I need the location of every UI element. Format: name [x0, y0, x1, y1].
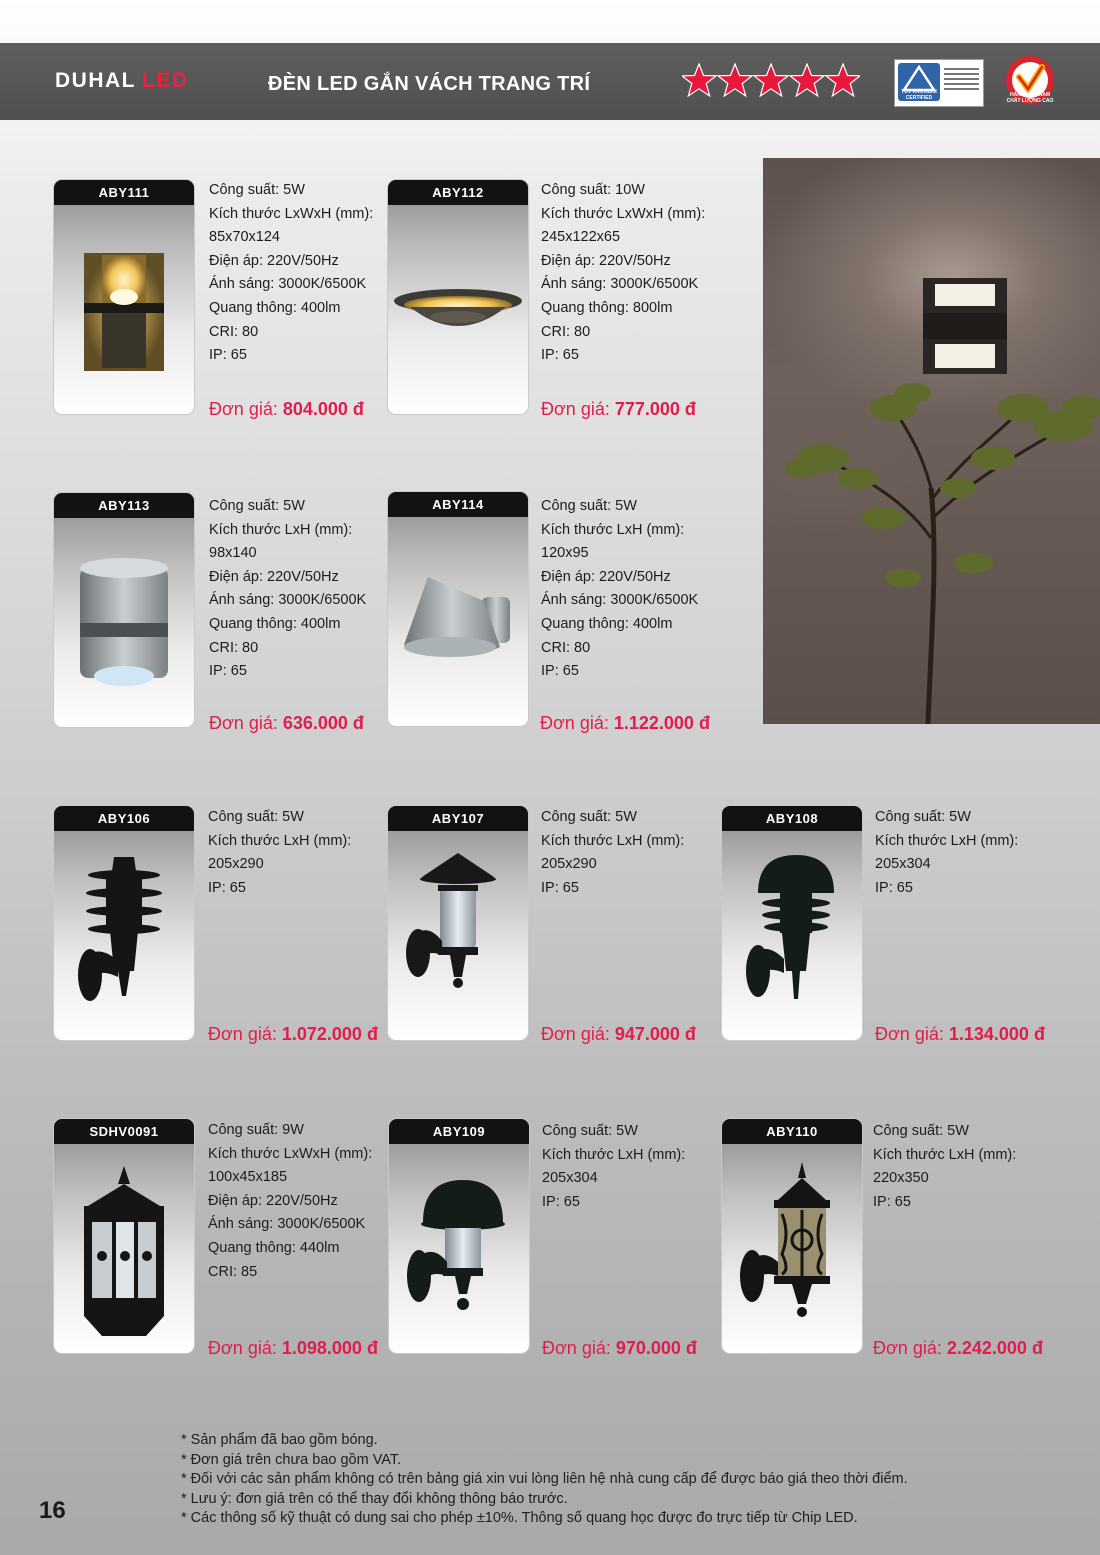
spec-line: IP: 65: [209, 663, 247, 680]
product-specs: [208, 1119, 398, 1284]
lamp-aby106-image: [54, 831, 194, 1040]
price-value: 1.098.000 đ: [281, 1338, 378, 1358]
product-specs: [542, 1120, 732, 1214]
spec-line: Công suất: 5W: [873, 1123, 969, 1139]
spec-line: Quang thông: 440lm: [208, 1239, 340, 1256]
price-label: Đơn giá:: [542, 1338, 611, 1358]
price-label: Đơn giá:: [541, 399, 610, 419]
spec-line: Kích thước LxH (mm):: [873, 1146, 1017, 1163]
spec-line: Điện áp: 220V/50Hz: [541, 568, 671, 585]
product-specs: [208, 806, 398, 900]
tuv-certified-badge: [894, 59, 984, 107]
spec-line: 100x45x185: [208, 1169, 288, 1186]
product-card: [54, 180, 194, 414]
spec-line: Kích thước LxH (mm):: [208, 832, 352, 849]
product-code: ABY113: [54, 493, 194, 518]
brand-logo: [55, 69, 189, 93]
star-icon: [682, 64, 716, 96]
product-specs: [541, 806, 731, 900]
lamp-sdhv0091-image: [54, 1144, 194, 1353]
spec-line: 220x350: [873, 1170, 929, 1187]
price-label: Đơn giá:: [209, 713, 278, 733]
price-label: Đơn giá:: [540, 713, 609, 733]
spec-line: Kích thước LxWxH (mm):: [208, 1145, 373, 1162]
price-value: 2.242.000 đ: [946, 1338, 1043, 1358]
wall-lamp-photo: [763, 158, 1100, 724]
product-code: SDHV0091: [54, 1119, 194, 1144]
spec-line: Điện áp: 220V/50Hz: [541, 252, 671, 269]
product-price: [540, 713, 710, 734]
price-label: Đơn giá:: [209, 399, 278, 419]
footnotes: [181, 1431, 908, 1529]
product-specs: [541, 179, 731, 368]
product-code: ABY110: [722, 1119, 862, 1144]
price-label: Đơn giá:: [208, 1024, 277, 1044]
brand-name: DUHAL: [55, 69, 136, 92]
product-price: [875, 1024, 1045, 1045]
spec-line: Điện áp: 220V/50Hz: [208, 1192, 338, 1209]
spec-line: Công suất: 9W: [208, 1122, 304, 1138]
spec-line: Quang thông: 800lm: [541, 299, 673, 316]
product-specs: [873, 1120, 1063, 1214]
product-price: [209, 399, 364, 420]
product-price: [208, 1024, 378, 1045]
header-bar: [0, 43, 1100, 120]
spec-line: Công suất: 5W: [541, 809, 637, 825]
product-card: [389, 1119, 529, 1353]
product-price: [541, 399, 696, 420]
quality-seal-icon: [1004, 53, 1056, 113]
product-specs: [209, 495, 399, 684]
footnote-line: * Các thông số kỹ thuật có dung sai cho phép ±10%. Thông số quang học được đo trực tiếp từ Chip LED.: [181, 1510, 858, 1527]
spec-line: IP: 65: [541, 879, 579, 896]
page-title: ĐÈN LED GẮN VÁCH TRANG TRÍ: [268, 73, 591, 95]
spec-line: 205x290: [541, 856, 597, 873]
spec-line: Công suất: 5W: [208, 809, 304, 825]
product-card: [388, 806, 528, 1040]
product-code: ABY112: [388, 180, 528, 205]
spec-line: Ánh sáng: 3000K/6500K: [209, 592, 367, 609]
product-card: [54, 806, 194, 1040]
product-price: [209, 713, 364, 734]
spec-line: 120x95: [541, 545, 589, 562]
product-card: [54, 1119, 194, 1353]
price-value: 1.134.000 đ: [948, 1024, 1045, 1044]
lamp-aby108-image: [722, 831, 862, 1040]
spec-line: Kích thước LxWxH (mm):: [209, 205, 374, 222]
product-card: [722, 1119, 862, 1353]
spec-line: IP: 65: [541, 347, 579, 364]
footnote-line: * Sản phẩm đã bao gồm bóng.: [181, 1432, 378, 1448]
page-number: 16: [39, 1497, 66, 1524]
spec-line: Công suất: 10W: [541, 182, 645, 198]
product-card: [54, 493, 194, 727]
spec-line: 205x304: [875, 856, 931, 873]
spec-line: Điện áp: 220V/50Hz: [209, 568, 339, 585]
spec-line: 245x122x65: [541, 229, 621, 246]
price-value: 777.000 đ: [614, 399, 696, 419]
quality-seal-label: HÀNG VIỆT NAM CHẤT LƯỢNG CAO: [1006, 92, 1054, 104]
lamp-aby114-image: [388, 517, 528, 726]
spec-line: Kích thước LxH (mm):: [875, 832, 1019, 849]
product-card: [388, 180, 528, 414]
product-specs: [541, 495, 731, 684]
spec-line: Công suất: 5W: [541, 498, 637, 514]
star-icon: [718, 64, 752, 96]
spec-line: Kích thước LxWxH (mm):: [541, 205, 706, 222]
product-price: [541, 1024, 696, 1045]
wall-scene-illustration: [763, 158, 1100, 724]
product-price: [208, 1338, 378, 1359]
lamp-aby110-image: [722, 1144, 862, 1353]
product-code: ABY111: [54, 180, 194, 205]
product-code: ABY114: [388, 492, 528, 517]
spec-line: Điện áp: 220V/50Hz: [209, 252, 339, 269]
footnote-line: * Đơn giá trên chưa bao gồm VAT.: [181, 1451, 402, 1468]
price-value: 636.000 đ: [282, 713, 364, 733]
spec-line: Ánh sáng: 3000K/6500K: [209, 276, 367, 293]
lamp-aby107-image: [388, 831, 528, 1040]
spec-line: Kích thước LxH (mm):: [542, 1146, 686, 1163]
product-price: [542, 1338, 697, 1359]
lamp-aby113-image: [54, 518, 194, 727]
spec-line: 205x304: [542, 1170, 598, 1187]
lamp-aby112-image: [388, 205, 528, 414]
tuv-label: TÜV Rheinland CERTIFIED: [901, 89, 937, 101]
rating-stars: [682, 63, 860, 99]
spec-line: Công suất: 5W: [209, 498, 305, 514]
spec-line: CRI: 80: [209, 323, 259, 340]
product-code: ABY109: [389, 1119, 529, 1144]
footnote-line: * Đối với các sản phẩm không có trên bảng giá xin vui lòng liên hệ nhà cung cấp để được báo giá theo thời điểm.: [181, 1471, 908, 1488]
spec-line: IP: 65: [208, 879, 246, 896]
product-specs: [209, 179, 399, 368]
spec-line: Kích thước LxH (mm):: [541, 521, 685, 538]
spec-line: Kích thước LxH (mm):: [209, 521, 353, 538]
brand-accent: LED: [142, 69, 189, 92]
lamp-aby109-image: [389, 1144, 529, 1353]
price-value: 804.000 đ: [282, 399, 364, 419]
product-card: [722, 806, 862, 1040]
product-code: ABY106: [54, 806, 194, 831]
spec-line: 205x290: [208, 856, 264, 873]
price-value: 970.000 đ: [615, 1338, 697, 1358]
spec-line: IP: 65: [209, 347, 247, 364]
product-price: [873, 1338, 1043, 1359]
spec-line: Quang thông: 400lm: [541, 615, 673, 632]
spec-line: Công suất: 5W: [209, 182, 305, 198]
footnote-line: * Lưu ý: đơn giá trên có thể thay đổi không thông báo trước.: [181, 1490, 568, 1507]
spec-line: IP: 65: [875, 879, 913, 896]
price-value: 1.122.000 đ: [613, 713, 710, 733]
star-icon: [790, 64, 824, 96]
spec-line: CRI: 80: [541, 323, 591, 340]
spec-line: 98x140: [209, 545, 257, 562]
spec-line: Ánh sáng: 3000K/6500K: [541, 276, 699, 293]
price-label: Đơn giá:: [208, 1338, 277, 1358]
spec-line: Công suất: 5W: [875, 809, 971, 825]
price-value: 1.072.000 đ: [281, 1024, 378, 1044]
product-code: ABY108: [722, 806, 862, 831]
price-label: Đơn giá:: [541, 1024, 610, 1044]
product-code: ABY107: [388, 806, 528, 831]
spec-line: Kích thước LxH (mm):: [541, 832, 685, 849]
spec-line: IP: 65: [542, 1193, 580, 1210]
spec-line: IP: 65: [541, 663, 579, 680]
price-label: Đơn giá:: [873, 1338, 942, 1358]
price-value: 947.000 đ: [614, 1024, 696, 1044]
product-specs: [875, 806, 1065, 900]
spec-line: Ánh sáng: 3000K/6500K: [541, 592, 699, 609]
spec-line: Quang thông: 400lm: [209, 299, 341, 316]
spec-line: 85x70x124: [209, 229, 280, 246]
price-label: Đơn giá:: [875, 1024, 944, 1044]
spec-line: CRI: 85: [208, 1263, 258, 1280]
spec-line: CRI: 80: [541, 639, 591, 656]
spec-line: IP: 65: [873, 1193, 911, 1210]
spec-line: CRI: 80: [209, 639, 259, 656]
spec-line: Công suất: 5W: [542, 1123, 638, 1139]
star-icon: [826, 64, 860, 96]
spec-line: Ánh sáng: 3000K/6500K: [208, 1216, 366, 1233]
lamp-aby111-image: [54, 205, 194, 414]
product-card: [388, 492, 528, 726]
star-icon: [754, 64, 788, 96]
spec-line: Quang thông: 400lm: [209, 615, 341, 632]
